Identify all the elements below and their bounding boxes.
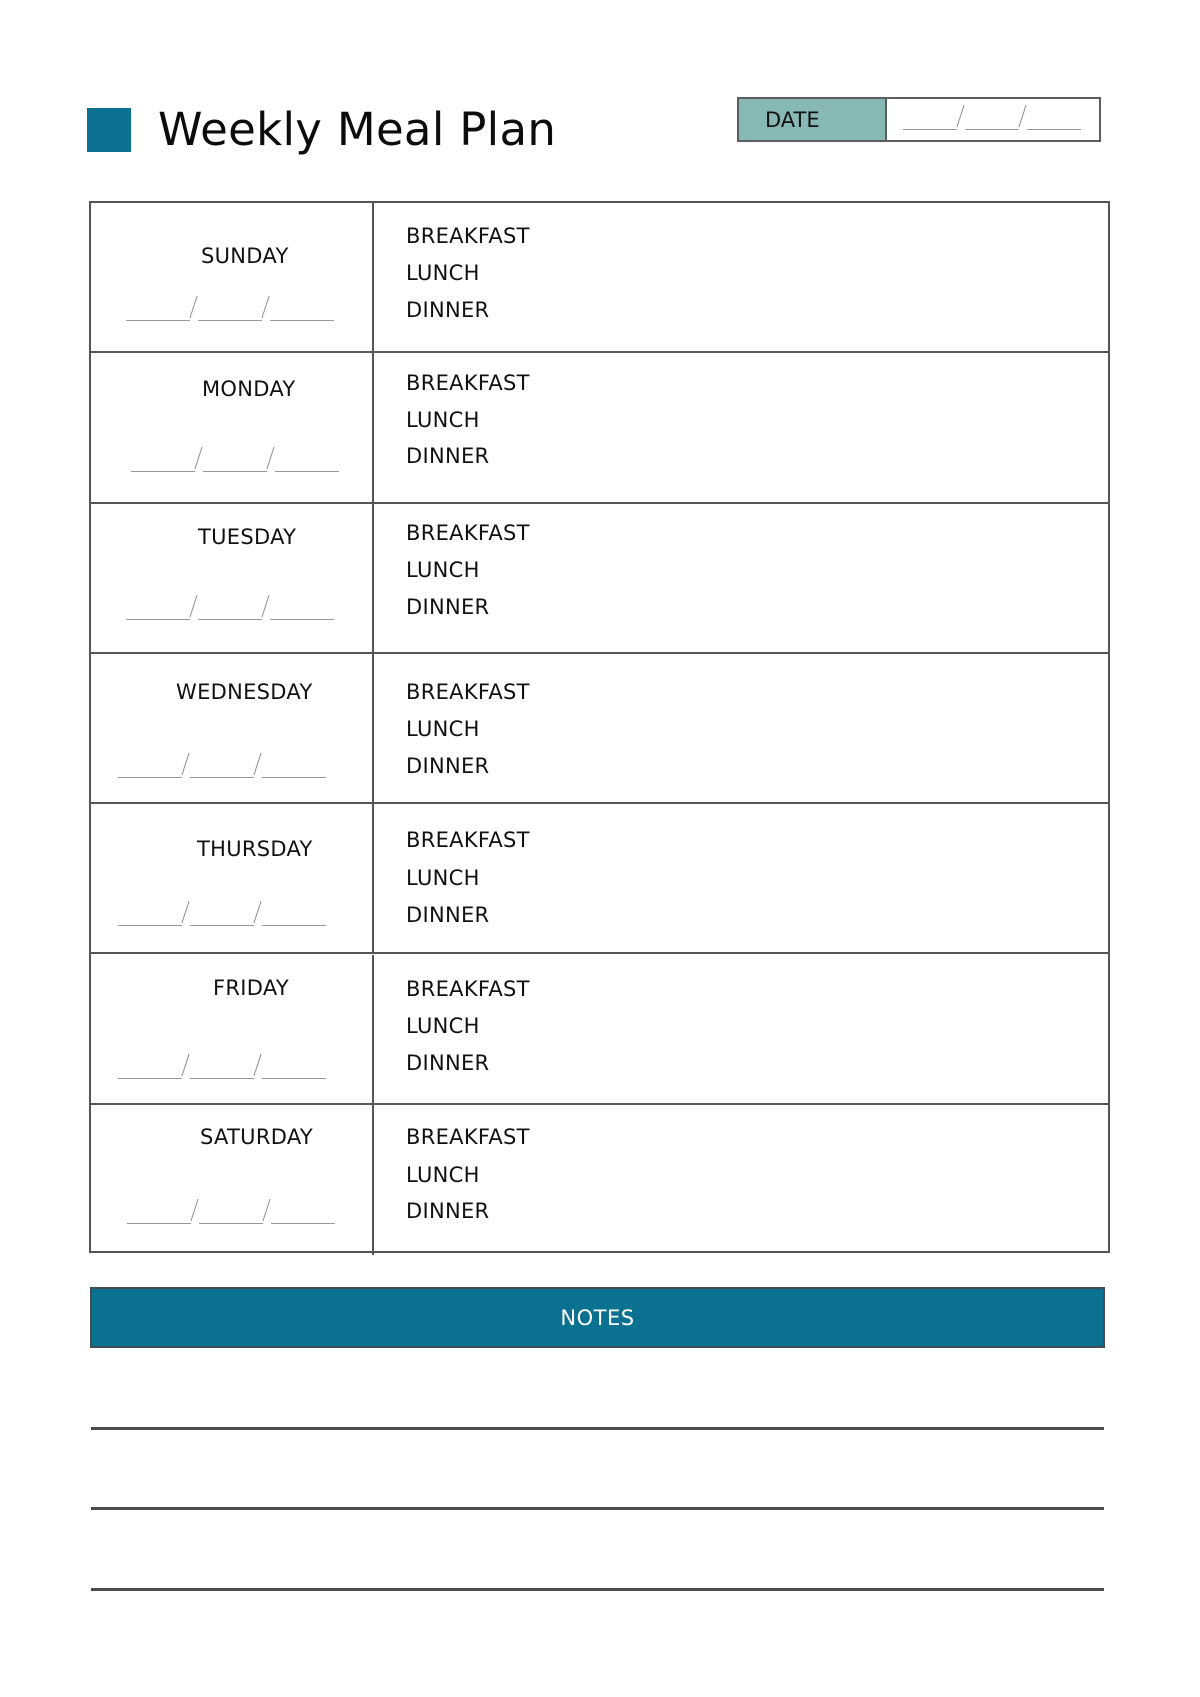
date-blank-lines bbox=[903, 105, 1081, 130]
day-cell bbox=[91, 353, 374, 501]
meal-breakfast-label: BREAKFAST bbox=[406, 1124, 530, 1149]
meals-cell[interactable] bbox=[374, 955, 1108, 1103]
meal-lunch-label: LUNCH bbox=[406, 557, 480, 582]
meals-cell[interactable] bbox=[374, 1105, 1108, 1255]
title-accent-square-icon bbox=[87, 108, 131, 152]
day-date-blank[interactable] bbox=[131, 447, 339, 472]
meal-breakfast-label: BREAKFAST bbox=[406, 224, 530, 248]
meals-cell[interactable] bbox=[374, 654, 1108, 802]
day-name: SATURDAY bbox=[200, 1124, 314, 1149]
day-row-thursday bbox=[91, 804, 1108, 954]
meal-lunch-label: LUNCH bbox=[406, 408, 480, 433]
meal-breakfast-label: BREAKFAST bbox=[406, 371, 530, 396]
meals-cell[interactable] bbox=[374, 804, 1108, 952]
day-cell bbox=[91, 203, 374, 351]
header-date-box bbox=[737, 97, 1101, 142]
meal-dinner-label: DINNER bbox=[406, 753, 490, 778]
day-name: MONDAY bbox=[202, 377, 296, 402]
date-month-blank[interactable] bbox=[903, 105, 957, 130]
notes-header-bar bbox=[90, 1287, 1105, 1348]
day-date-blank[interactable] bbox=[118, 1054, 326, 1079]
meal-lunch-label: LUNCH bbox=[406, 716, 480, 741]
meal-dinner-label: DINNER bbox=[406, 903, 490, 928]
day-name: SUNDAY bbox=[201, 244, 289, 268]
meal-lunch-label: LUNCH bbox=[406, 1162, 480, 1187]
date-label: DATE bbox=[739, 99, 887, 140]
day-name: FRIDAY bbox=[213, 975, 290, 1000]
meal-lunch-label: LUNCH bbox=[406, 261, 480, 285]
day-date-blank[interactable] bbox=[118, 901, 326, 926]
day-date-blank[interactable] bbox=[127, 1199, 335, 1224]
day-cell bbox=[91, 504, 374, 652]
day-name: WEDNESDAY bbox=[176, 679, 313, 704]
meal-dinner-label: DINNER bbox=[406, 444, 490, 469]
day-date-blank[interactable] bbox=[118, 753, 326, 778]
day-name: TUESDAY bbox=[198, 524, 297, 549]
page-title: Weekly Meal Plan bbox=[158, 103, 557, 156]
day-name: THURSDAY bbox=[197, 837, 313, 862]
notes-line-3[interactable] bbox=[91, 1588, 1104, 1591]
day-row-monday bbox=[91, 353, 1108, 503]
meal-breakfast-label: BREAKFAST bbox=[406, 828, 530, 853]
meal-lunch-label: LUNCH bbox=[406, 1013, 480, 1038]
notes-line-1[interactable] bbox=[91, 1427, 1104, 1430]
day-cell bbox=[91, 1105, 374, 1255]
day-cell bbox=[91, 654, 374, 802]
meals-cell[interactable] bbox=[374, 203, 1108, 351]
meal-dinner-label: DINNER bbox=[406, 594, 490, 619]
meal-lunch-label: LUNCH bbox=[406, 866, 480, 891]
date-year-blank[interactable] bbox=[1027, 105, 1081, 130]
day-cell bbox=[91, 804, 374, 952]
meals-cell[interactable] bbox=[374, 353, 1108, 501]
date-day-blank[interactable] bbox=[965, 105, 1019, 130]
meal-dinner-label: DINNER bbox=[406, 1050, 490, 1075]
meals-cell[interactable] bbox=[374, 504, 1108, 652]
meal-breakfast-label: BREAKFAST bbox=[406, 520, 530, 545]
meal-dinner-label: DINNER bbox=[406, 1198, 490, 1223]
day-date-blank[interactable] bbox=[126, 296, 334, 321]
day-row-sunday bbox=[91, 203, 1108, 353]
notes-label: NOTES bbox=[560, 1305, 635, 1330]
day-row-friday bbox=[91, 955, 1108, 1105]
day-date-blank[interactable] bbox=[126, 595, 334, 620]
day-row-tuesday bbox=[91, 504, 1108, 654]
meal-breakfast-label: BREAKFAST bbox=[406, 976, 530, 1001]
date-separator bbox=[957, 106, 965, 130]
meal-dinner-label: DINNER bbox=[406, 298, 490, 322]
notes-line-2[interactable] bbox=[91, 1507, 1104, 1510]
date-separator bbox=[1019, 106, 1027, 130]
meal-breakfast-label: BREAKFAST bbox=[406, 679, 530, 704]
day-row-saturday bbox=[91, 1105, 1108, 1255]
weekly-meal-table bbox=[89, 201, 1110, 1253]
day-cell bbox=[91, 955, 374, 1103]
day-row-wednesday bbox=[91, 654, 1108, 804]
header-date-field[interactable] bbox=[887, 99, 1099, 140]
